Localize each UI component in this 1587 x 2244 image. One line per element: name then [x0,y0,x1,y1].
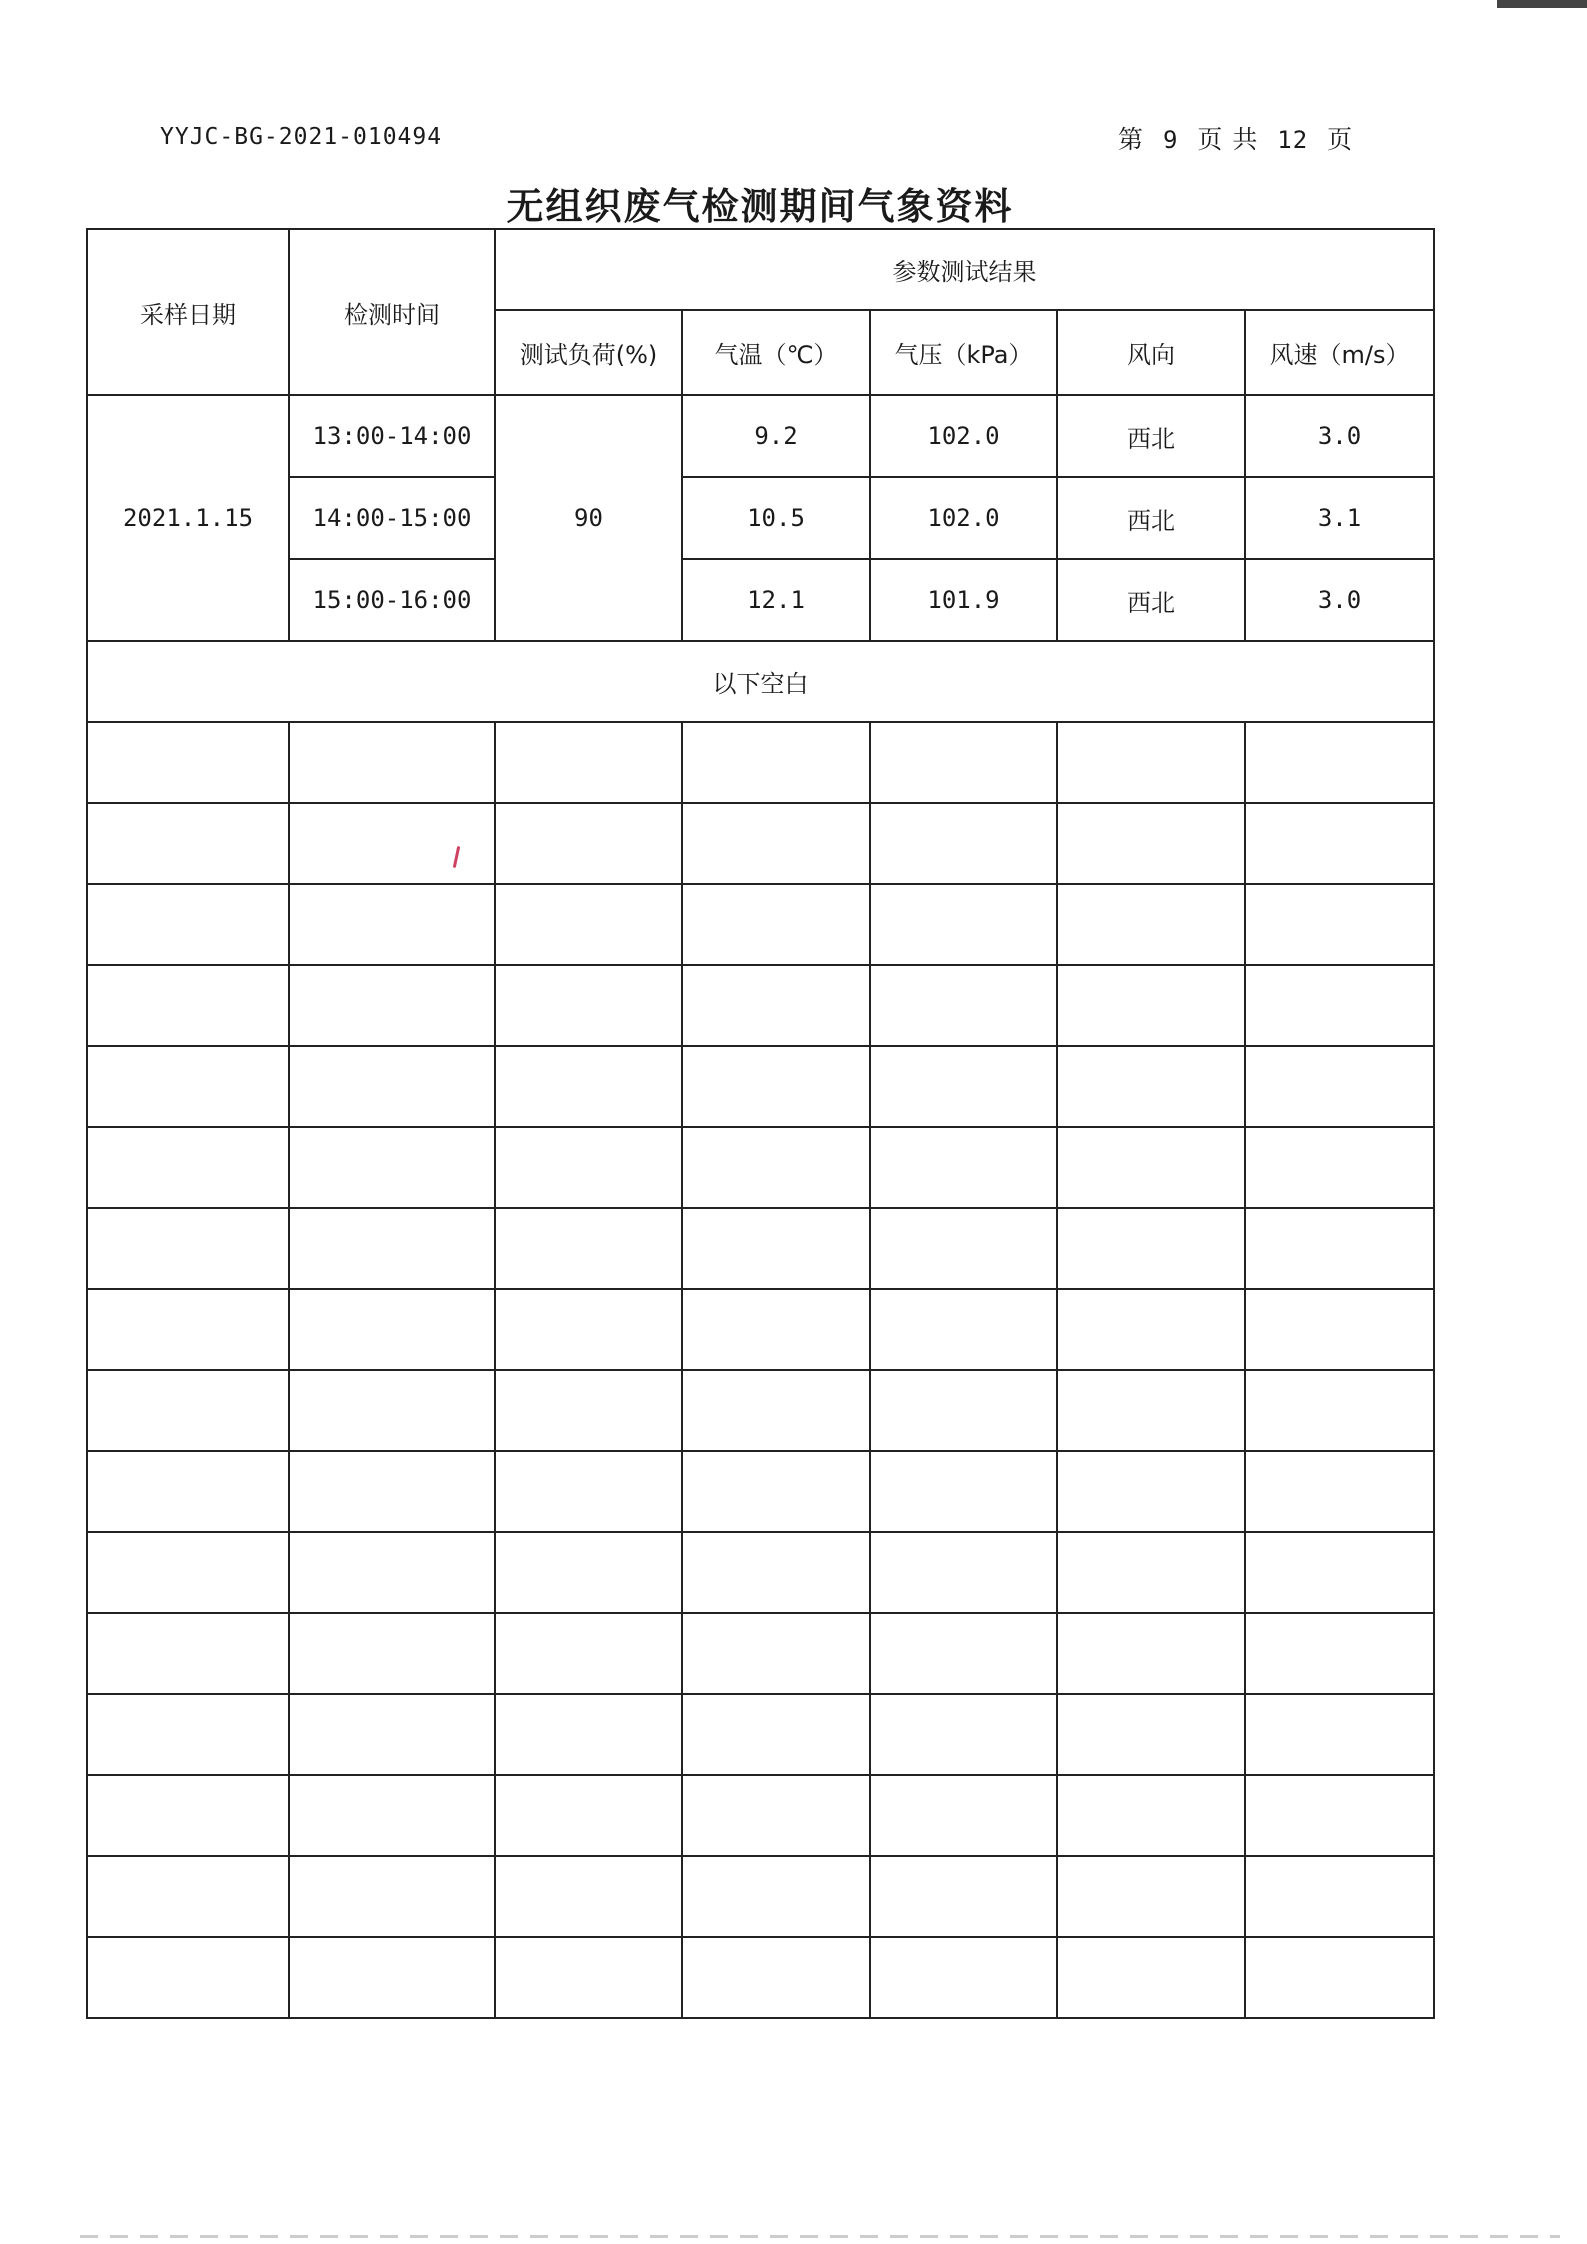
header-wind-speed: 风速（m/s） [1245,310,1434,395]
header-pressure: 气压（kPa） [870,310,1057,395]
empty-cell [682,1127,870,1208]
pressure-cell: 102.0 [870,395,1057,477]
empty-cell [1057,1127,1245,1208]
empty-cell [289,803,495,884]
empty-cell [87,1208,289,1289]
empty-cell [1057,1046,1245,1127]
empty-cell [1057,1532,1245,1613]
empty-cell [870,1451,1057,1532]
empty-cell [1245,1694,1434,1775]
empty-cell [87,1451,289,1532]
empty-table-row [87,1775,1434,1856]
header-wind-direction: 风向 [1057,310,1245,395]
empty-cell [1057,965,1245,1046]
empty-table-row [87,1046,1434,1127]
empty-cell [495,1937,682,2018]
empty-table-row [87,1127,1434,1208]
page-total: 12 [1277,126,1309,154]
empty-cell [495,1694,682,1775]
empty-cell [682,965,870,1046]
empty-cell [87,1775,289,1856]
pressure-cell: 101.9 [870,559,1057,641]
empty-cell [1245,1532,1434,1613]
empty-cell [495,1127,682,1208]
empty-cell [495,803,682,884]
blank-note-row [87,641,1434,722]
empty-cell [87,1937,289,2018]
sample-date-cell: 2021.1.15 [87,395,289,641]
load-cell: 90 [495,395,682,641]
empty-cell [1057,722,1245,803]
empty-table-row [87,1451,1434,1532]
empty-cell [1245,1127,1434,1208]
empty-cell [289,1937,495,2018]
empty-cell [1057,1856,1245,1937]
empty-cell [870,1127,1057,1208]
empty-cell [289,1127,495,1208]
empty-cell [495,884,682,965]
blank-note: 以下空白 [87,641,1434,722]
empty-cell [289,1856,495,1937]
empty-table-row [87,884,1434,965]
scan-edge-mark [1497,0,1587,8]
report-number: YYJC-BG-2021-010494 [160,124,443,150]
empty-cell [1245,722,1434,803]
empty-cell [289,884,495,965]
empty-cell [1245,1370,1434,1451]
empty-cell [87,803,289,884]
empty-cell [289,965,495,1046]
empty-cell [1245,965,1434,1046]
empty-cell [495,1613,682,1694]
empty-cell [1245,1208,1434,1289]
empty-cell [87,1127,289,1208]
empty-cell [289,1532,495,1613]
empty-table-row [87,1532,1434,1613]
empty-cell [1057,1775,1245,1856]
empty-cell [682,1694,870,1775]
wind-direction-cell: 西北 [1057,395,1245,477]
empty-cell [682,803,870,884]
empty-cell [1245,1613,1434,1694]
empty-cell [87,1694,289,1775]
empty-cell [289,1046,495,1127]
empty-cell [289,1775,495,1856]
wind-speed-cell: 3.0 [1245,395,1434,477]
empty-cell [1245,1046,1434,1127]
empty-cell [289,1370,495,1451]
empty-cell [1245,803,1434,884]
scan-bottom-edge [80,2235,1560,2238]
header-row-1 [87,229,1434,310]
empty-cell [682,1613,870,1694]
empty-cell [1057,1613,1245,1694]
empty-table-row [87,722,1434,803]
header-sample-date: 采样日期 [87,229,289,395]
header-temperature: 气温（℃） [682,310,870,395]
empty-cell [495,1370,682,1451]
wind-speed-cell: 3.1 [1245,477,1434,559]
empty-cell [682,1208,870,1289]
empty-cell [87,965,289,1046]
empty-cell [87,1046,289,1127]
empty-cell [682,1532,870,1613]
empty-cell [87,1532,289,1613]
empty-cell [289,1451,495,1532]
temperature-cell: 9.2 [682,395,870,477]
empty-cell [495,1208,682,1289]
empty-table-row [87,1937,1434,2018]
empty-table-row [87,803,1434,884]
empty-cell [1245,1289,1434,1370]
pressure-cell: 102.0 [870,477,1057,559]
empty-cell [870,1613,1057,1694]
empty-cell [87,1370,289,1451]
header-results-group: 参数测试结果 [495,229,1434,310]
empty-table-row [87,1289,1434,1370]
empty-cell [682,1451,870,1532]
empty-cell [1057,884,1245,965]
empty-cell [1057,803,1245,884]
temperature-cell: 10.5 [682,477,870,559]
page-prefix: 第 [1118,125,1145,154]
wind-direction-cell: 西北 [1057,559,1245,641]
empty-cell [1057,1937,1245,2018]
empty-table-row [87,965,1434,1046]
empty-cell [495,1451,682,1532]
table-row [87,395,1434,477]
empty-table-row [87,1370,1434,1451]
empty-cell [870,1775,1057,1856]
empty-cell [870,1370,1057,1451]
empty-cell [870,1937,1057,2018]
empty-cell [87,1289,289,1370]
empty-cell [1245,1451,1434,1532]
empty-cell [870,884,1057,965]
empty-table-row [87,1613,1434,1694]
header-test-time: 检测时间 [289,229,495,395]
empty-cell [682,1937,870,2018]
empty-cell [870,1046,1057,1127]
empty-table-row [87,1694,1434,1775]
empty-cell [870,722,1057,803]
page-mid: 页 共 [1197,125,1259,154]
empty-cell [682,1046,870,1127]
empty-cell [682,722,870,803]
time-cell: 15:00-16:00 [289,559,495,641]
empty-cell [1057,1370,1245,1451]
empty-cell [870,1856,1057,1937]
empty-cell [289,1289,495,1370]
empty-cell [289,1694,495,1775]
empty-table-row [87,1208,1434,1289]
empty-cell [682,1775,870,1856]
page-suffix: 页 [1327,125,1354,154]
empty-cell [495,965,682,1046]
blank-rows [87,722,1434,2018]
temperature-cell: 12.1 [682,559,870,641]
time-cell: 14:00-15:00 [289,477,495,559]
empty-cell [87,884,289,965]
empty-cell [870,803,1057,884]
weather-data-table [86,228,1435,2019]
empty-cell [870,1208,1057,1289]
empty-cell [682,1289,870,1370]
empty-cell [1245,1856,1434,1937]
empty-table-row [87,1856,1434,1937]
empty-cell [1057,1694,1245,1775]
empty-cell [495,1775,682,1856]
page-indicator [1118,120,1353,156]
empty-cell [289,1613,495,1694]
empty-cell [495,1532,682,1613]
empty-cell [289,1208,495,1289]
empty-cell [682,1370,870,1451]
empty-cell [87,1856,289,1937]
wind-direction-cell: 西北 [1057,477,1245,559]
empty-cell [1057,1208,1245,1289]
empty-cell [495,1856,682,1937]
empty-cell [87,1613,289,1694]
empty-cell [1057,1451,1245,1532]
empty-cell [870,965,1057,1046]
page-current: 9 [1162,126,1179,154]
empty-cell [87,722,289,803]
empty-cell [682,1856,870,1937]
empty-cell [1057,1289,1245,1370]
empty-cell [682,884,870,965]
empty-cell [870,1532,1057,1613]
table-row [87,477,1434,559]
table-row [87,559,1434,641]
wind-speed-cell: 3.0 [1245,559,1434,641]
document-title: 无组织废气检测期间气象资料 [506,185,1014,228]
empty-cell [870,1694,1057,1775]
empty-cell [495,722,682,803]
empty-cell [1245,1775,1434,1856]
empty-cell [495,1046,682,1127]
empty-cell [870,1289,1057,1370]
header-load: 测试负荷(%) [495,310,682,395]
empty-cell [495,1289,682,1370]
empty-cell [1245,884,1434,965]
time-cell: 13:00-14:00 [289,395,495,477]
empty-cell [1245,1937,1434,2018]
empty-cell [289,722,495,803]
